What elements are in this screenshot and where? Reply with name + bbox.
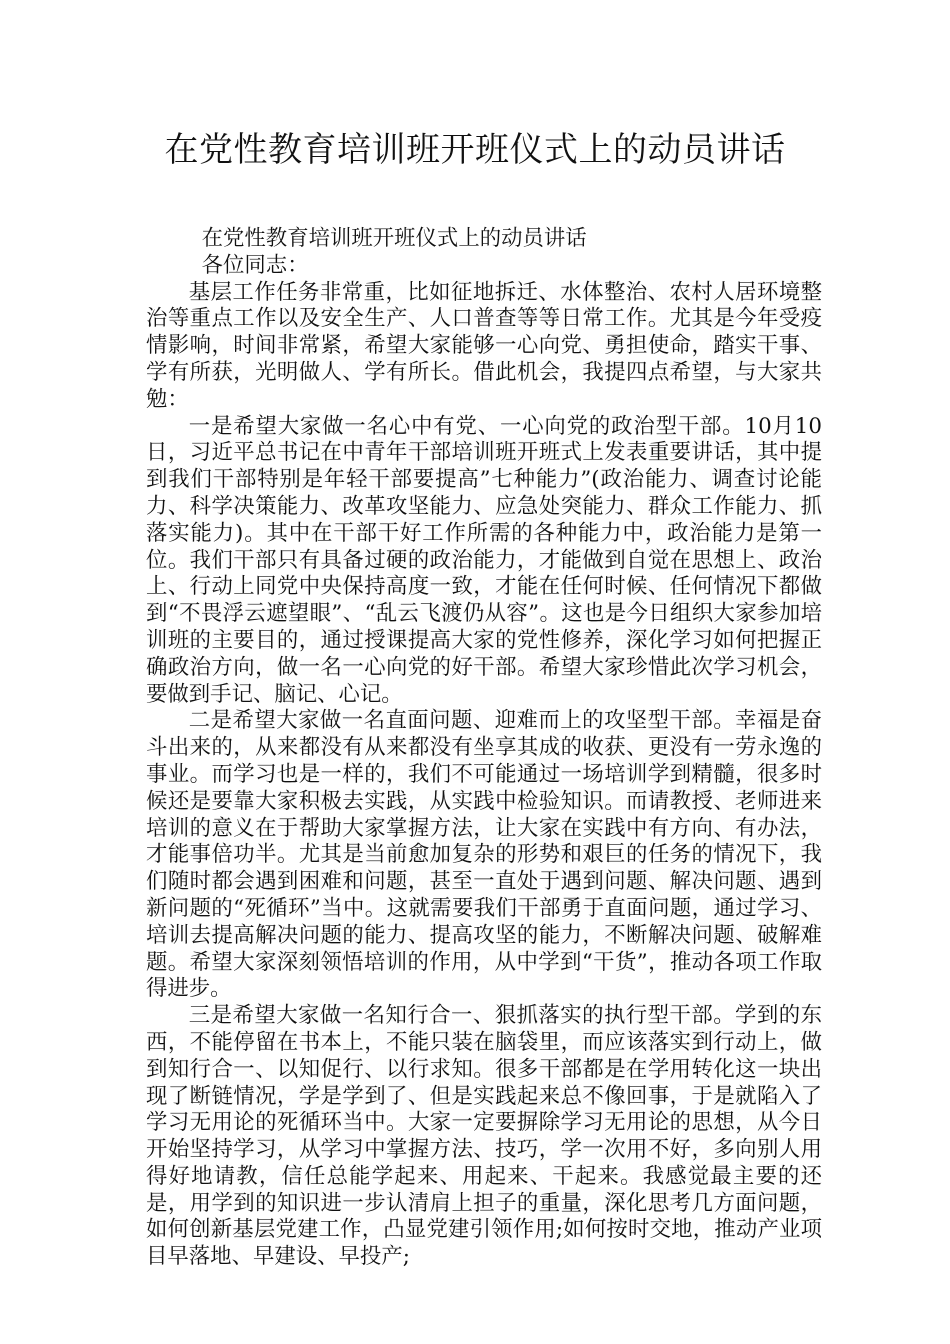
document-subtitle: 在党性教育培训班开班仪式上的动员讲话 (201, 226, 587, 251)
paragraph-first-hope: 一是希望大家做一名心中有党、一心向党的政治型干部。10月10日，习近平总书记在中青年干部培训班开班式上发表重要讲话，其中提到我们干部特别是年轻干部要提高”七种能力”(政治能力、调查讨论能力、科学决策能力、改革攻坚能力、应急处突能力、群众工作能力、抓落实能力)。其中在干部干好工作所需的各种能力中，政治能力是第一位。我们干部只有具备过硬的政治能力，才能做到自觉在思想上、政治上、行动上同党中央保持高度一致，才能在任何时候、任何情况下都做到“不畏浮云遮望眼”、“乱云飞渡仍从容”。这也是今日组织大家参加培训班的主要目的，通过授课提高大家的党性修养，深化学习如何把握正确政治方向，做一名一心向党的好干部。希望大家珍惜此次学习机会，要做到手记、脑记、心记。 (146, 413, 822, 707)
paragraph-third-hope: 三是希望大家做一名知行合一、狠抓落实的执行型干部。学到的东西，不能停留在书本上，不能只装在脑袋里，而应该落实到行动上，做到知行合一、以知促行、以行求知。很多干部都是在学用转化这一块出现了断链情况，学是学到了、但是实践起来总不像回事，于是就陷入了学习无用论的死循环当中。大家一定要摒除学习无用论的思想，从今日开始坚持学习，从学习中掌握方法、技巧，学一次用不好，多向别人用得好地请教，信任总能学起来、用起来、干起来。我感觉最主要的还是，用学到的知识进一步认清肩上担子的重量，深化思考几方面问题，如何创新基层党建工作，凸显党建引领作用;如何按时交地，推动产业项目早落地、早建设、早投产; (146, 1003, 822, 1270)
paragraph-second-hope: 二是希望大家做一名直面问题、迎难而上的攻坚型干部。幸福是奋斗出来的，从来都没有从来都没有坐享其成的收获、更没有一劳永逸的事业。而学习也是一样的，我们不可能通过一场培训学到精髓，很多时候还是要靠大家积极去实践，从实践中检验知识。而请教授、老师进来培训的意义在于帮助大家掌握方法，让大家在实践中有方向、有办法，才能事倍功半。尤其是当前愈加复杂的形势和艰巨的任务的情况下，我们随时都会遇到困难和问题，甚至一直处于遇到问题、解决问题、遇到新问题的“死循环”当中。这就需要我们干部勇于直面问题，通过学习、培训去提高解决问题的能力、提高攻坚的能力，不断解决问题、破解难题。希望大家深刻领悟培训的作用，从中学到“干货”，推动各项工作取得进步。 (146, 708, 822, 1002)
salutation: 各位同志： (201, 252, 309, 278)
document-title: 在党性教育培训班开班仪式上的动员讲话 (164, 130, 786, 170)
document-body (146, 226, 822, 1271)
paragraph-intro: 基层工作任务非常重，比如征地拆迁、水体整治、农村人居环境整治等重点工作以及安全生产、人口普查等等日常工作。尤其是今年受疫情影响，时间非常紧，希望大家能够一心向党、勇担使命，踏实干事、学有所获，光明做人、学有所长。借此机会，我提四点希望，与大家共勉： (146, 279, 822, 412)
